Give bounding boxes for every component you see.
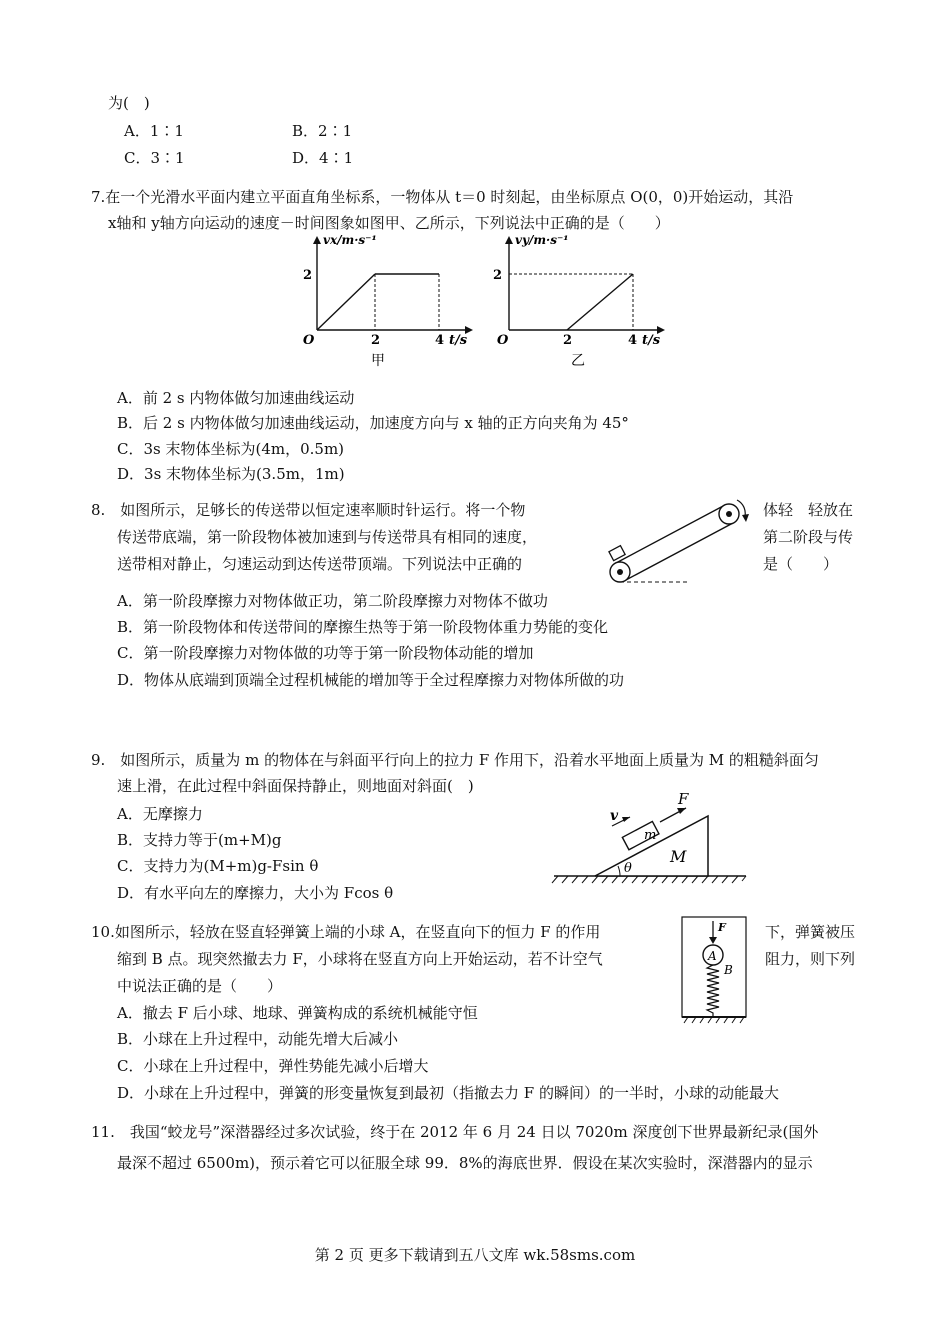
- q7-stem-line1: 7.在一个光滑水平面内建立平面直角坐标系，一物体从 t＝0 时刻起，由坐标原点 O(0，0)开始运动，其沿: [91, 188, 794, 206]
- conveyor-belt-top: [616, 505, 725, 563]
- theta-label: θ: [624, 861, 632, 876]
- F-label: F: [678, 790, 689, 808]
- jia-line-accel: [317, 274, 375, 330]
- q7-graph-yi: [487, 232, 667, 374]
- q8-option-d: D．物体从底端到顶端全过程机械能的增加等于全过程摩擦力对物体所做的功: [117, 671, 625, 689]
- q7-option-c: C．3s 末物体坐标为(4m，0.5m): [117, 440, 345, 458]
- yi-x-tick-4: 4: [628, 333, 638, 348]
- q10-option-c: C．小球在上升过程中，弹性势能先减小后增大: [117, 1057, 429, 1075]
- q9-option-d: D．有水平向左的摩擦力，大小为 Fcos θ: [117, 884, 394, 902]
- q7-graph-jia: [295, 232, 475, 374]
- q9-stem-line1: 9. 如图所示，质量为 m 的物体在与斜面平行向上的拉力 F 作用下，沿着水平地面上质量为 M 的粗糙斜面匀: [91, 751, 819, 769]
- q8-conveyor-figure: [600, 490, 760, 590]
- q9-option-b: B．支持力等于(m+M)g: [117, 831, 282, 849]
- q10-option-d: D．小球在上升过程中，弹簧的形变量恢复到最初（指撤去力 F 的瞬间）的一半时，小球的动能最大: [117, 1084, 779, 1102]
- q8-option-a: A．第一阶段摩擦力对物体做正功，第二阶段摩擦力对物体不做功: [117, 592, 548, 610]
- ground-hatching: [552, 876, 746, 883]
- q9-incline-figure: [550, 790, 750, 886]
- q10-stem-line2-right: 阻力，则下列: [765, 950, 856, 968]
- q7-stem-line2: x轴和 y轴方向运动的速度－时间图象如图甲、乙所示，下列说法中正确的是（ ）: [108, 214, 670, 232]
- q6-option-d: D．4∶1: [292, 149, 354, 167]
- jia-x-tick-4: 4: [435, 333, 445, 348]
- q7-option-a: A．前 2 s 内物体做匀加速曲线运动: [117, 389, 355, 407]
- q11-stem-line1: 11. 我国“蛟龙号”深潜器经过多次试验，终于在 2012 年 6 月 24 日以 7020m 深度创下世界最新纪录(国外: [91, 1123, 819, 1141]
- jia-y-axis-label: vx/m·s⁻¹: [323, 233, 377, 247]
- q8-stem-line3-left: 送带相对静止，匀速运动到达传送带顶端。下列说法中正确的: [117, 555, 523, 573]
- q9-option-a: A．无摩擦力: [117, 805, 203, 823]
- jia-origin: O: [303, 333, 315, 348]
- q6-option-a: A．1∶1: [124, 122, 184, 140]
- yi-x-tick-2: 2: [563, 333, 573, 348]
- q8-block: [609, 546, 625, 561]
- m-label: m: [644, 828, 657, 843]
- q10-spring-figure: [678, 915, 750, 1027]
- yi-origin: O: [497, 333, 509, 348]
- A-label: A: [708, 949, 717, 963]
- q8-stem-line1-left: 8. 如图所示，足够长的传送带以恒定速率顺时针运行。将一个物: [91, 501, 526, 519]
- F-label: F: [718, 921, 726, 934]
- yi-y-tick-2: 2: [493, 268, 503, 283]
- yi-line-accel: [567, 274, 633, 330]
- q6-option-b: B．2∶1: [292, 122, 353, 140]
- q10-stem-line3: 中说法正确的是（ ）: [117, 977, 283, 995]
- q6-option-c: C．3∶1: [124, 149, 185, 167]
- jia-y-tick-2: 2: [303, 268, 313, 283]
- q10-option-a: A．撤去 F 后小球、地球、弹簧构成的系统机械能守恒: [117, 1004, 478, 1022]
- B-label: B: [724, 963, 733, 977]
- q11-stem-line2: 最深不超过 6500m)，预示着它可以征服全球 99．8%的海底世界．假设在某次实验时，深潜器内的显示: [117, 1154, 813, 1172]
- q7-option-b: B．后 2 s 内物体做匀加速曲线运动，加速度方向与 x 轴的正方向夹角为 45°: [117, 414, 629, 432]
- q8-stem-line2-right: 第二阶段与传: [763, 528, 854, 546]
- jia-caption: 甲: [371, 353, 385, 369]
- q10-option-b: B．小球在上升过程中，动能先增大后减小: [117, 1030, 399, 1048]
- q10-stem-line2-left: 缩到 B 点。现突然撤去力 F，小球将在竖直方向上开始运动，若不计空气: [117, 950, 603, 968]
- yi-caption: 乙: [571, 353, 585, 369]
- q10-stem-line1-right: 下，弹簧被压: [765, 923, 856, 941]
- q8-stem-line1-right: 体轻 轻放在: [763, 501, 854, 519]
- q8-option-b: B．第一阶段物体和传送带间的摩擦生热等于第一阶段物体重力势能的变化: [117, 618, 609, 636]
- q7-option-d: D．3s 末物体坐标为(3.5m，1m): [117, 465, 345, 483]
- q8-stem-line2-left: 传送带底端，第一阶段物体被加速到与传送带具有相同的速度，: [117, 528, 538, 546]
- conveyor-belt-bottom: [624, 523, 733, 581]
- M-label: M: [670, 847, 687, 866]
- jia-x-axis-label: t/s: [449, 333, 468, 348]
- q8-option-c: C．第一阶段摩擦力对物体做的功等于第一阶段物体动能的增加: [117, 644, 534, 662]
- yi-y-axis-label: vy/m·s⁻¹: [515, 233, 569, 247]
- q6-stem-cont: 为( ): [108, 94, 150, 112]
- q8-stem-line3-right: 是（ ）: [763, 555, 839, 573]
- page-footer: 第 2 页 更多下载请到五八文库 wk.58sms.com: [314, 1246, 636, 1264]
- v-label: v: [610, 808, 619, 824]
- q9-stem-line2: 速上滑，在此过程中斜面保持静止，则地面对斜面( ): [117, 777, 474, 795]
- jia-x-tick-2: 2: [371, 333, 381, 348]
- spring: [707, 965, 719, 1017]
- yi-x-axis-label: t/s: [642, 333, 661, 348]
- q9-option-c: C．支持力为(M+m)g-Fsin θ: [117, 857, 319, 875]
- q10-stem-line1-left: 10.如图所示，轻放在竖直轻弹簧上端的小球 A，在竖直向下的恒力 F 的作用: [91, 923, 601, 941]
